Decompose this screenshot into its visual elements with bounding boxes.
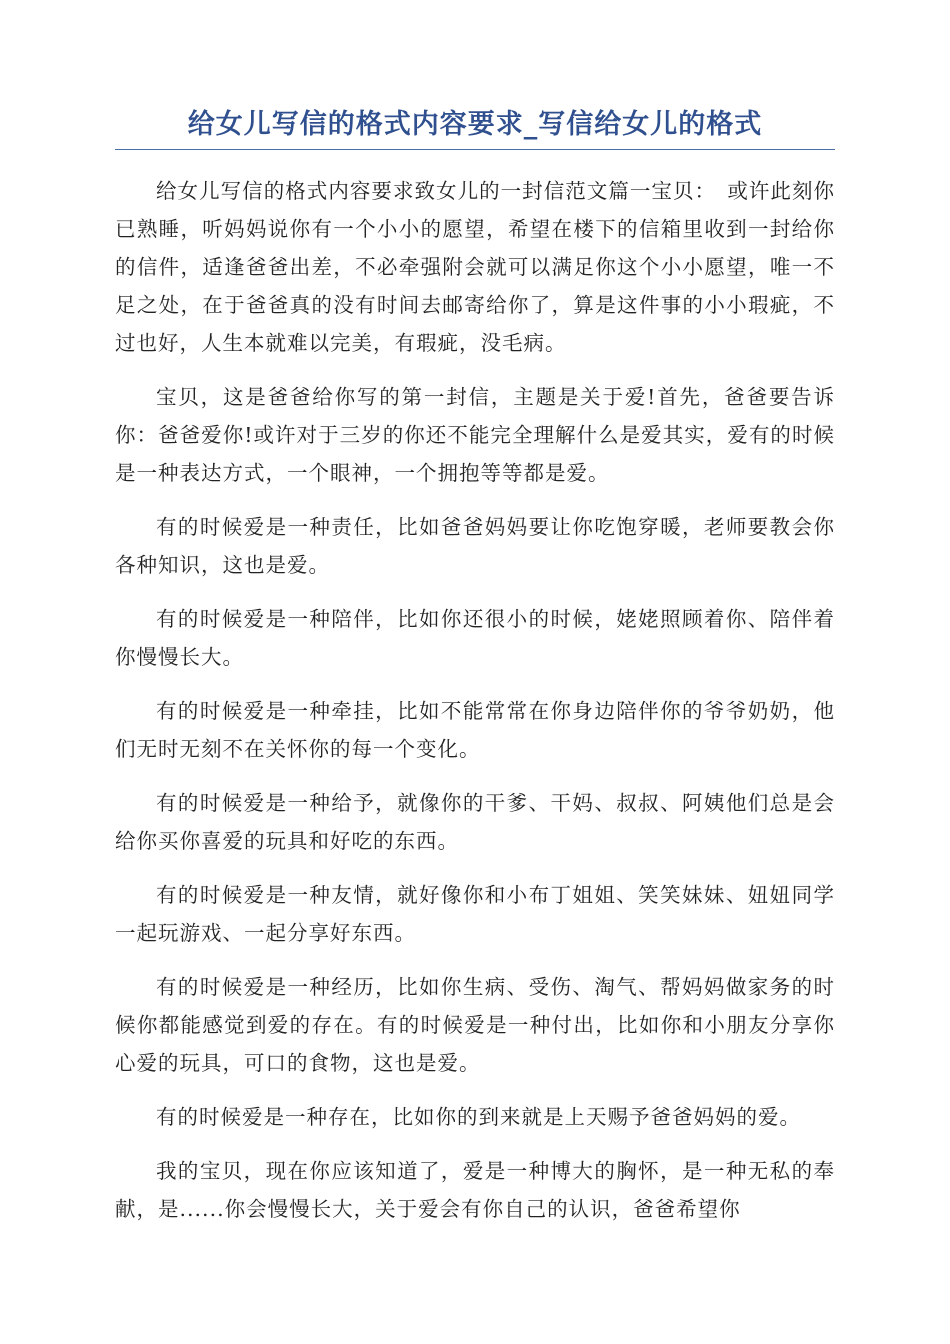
paragraph: 有的时候爱是一种陪伴，比如你还很小的时候，姥姥照顾着你、陪伴着你慢慢长大。 bbox=[115, 607, 835, 669]
paragraph: 宝贝，这是爸爸给你写的第一封信，主题是关于爱!首先，爸爸要告诉你：爸爸爱你!或许对于三岁的你还不能完全理解什么是爱其实，爱有的时候是一种表达方式，一个眼神，一个拥抱等等都是爱。 bbox=[115, 385, 835, 485]
paragraph: 有的时候爱是一种经历，比如你生病、受伤、淘气、帮妈妈做家务的时候你都能感觉到爱的存在。有的时候爱是一种付出，比如你和小朋友分享你心爱的玩具，可口的食物，这也是爱。 bbox=[115, 975, 835, 1075]
paragraph: 有的时候爱是一种责任，比如爸爸妈妈要让你吃饱穿暖，老师要教会你各种知识，这也是爱。 bbox=[115, 515, 835, 577]
paragraph: 有的时候爱是一种友情，就好像你和小布丁姐姐、笑笑妹妹、妞妞同学一起玩游戏、一起分享好东西。 bbox=[115, 883, 835, 945]
paragraph: 有的时候爱是一种牵挂，比如不能常常在你身边陪伴你的爷爷奶奶，他们无时无刻不在关怀你的每一个变化。 bbox=[115, 699, 835, 761]
document-title: 给女儿写信的格式内容要求_写信给女儿的格式 bbox=[115, 105, 835, 150]
document-body bbox=[115, 172, 835, 1228]
paragraph: 给女儿写信的格式内容要求致女儿的一封信范文篇一宝贝： 或许此刻你已熟睡，听妈妈说你有一个小小的愿望，希望在楼下的信箱里收到一封给你的信件，适逢爸爸出差，不必牵强附会就可以满足你这个小小愿望，唯一不足之处，在于爸爸真的没有时间去邮寄给你了，算是这件事的小小瑕疵，不过也好，人生本就难以完美，有瑕疵，没毛病。 bbox=[115, 179, 835, 355]
paragraph: 有的时候爱是一种给予，就像你的干爹、干妈、叔叔、阿姨他们总是会给你买你喜爱的玩具和好吃的东西。 bbox=[115, 791, 835, 853]
document-page bbox=[115, 105, 835, 1244]
paragraph: 有的时候爱是一种存在，比如你的到来就是上天赐予爸爸妈妈的爱。 bbox=[156, 1105, 801, 1129]
paragraph: 我的宝贝，现在你应该知道了，爱是一种博大的胸怀，是一种无私的奉献，是......你会慢慢长大，关于爱会有你自己的认识，爸爸希望你 bbox=[115, 1159, 835, 1221]
